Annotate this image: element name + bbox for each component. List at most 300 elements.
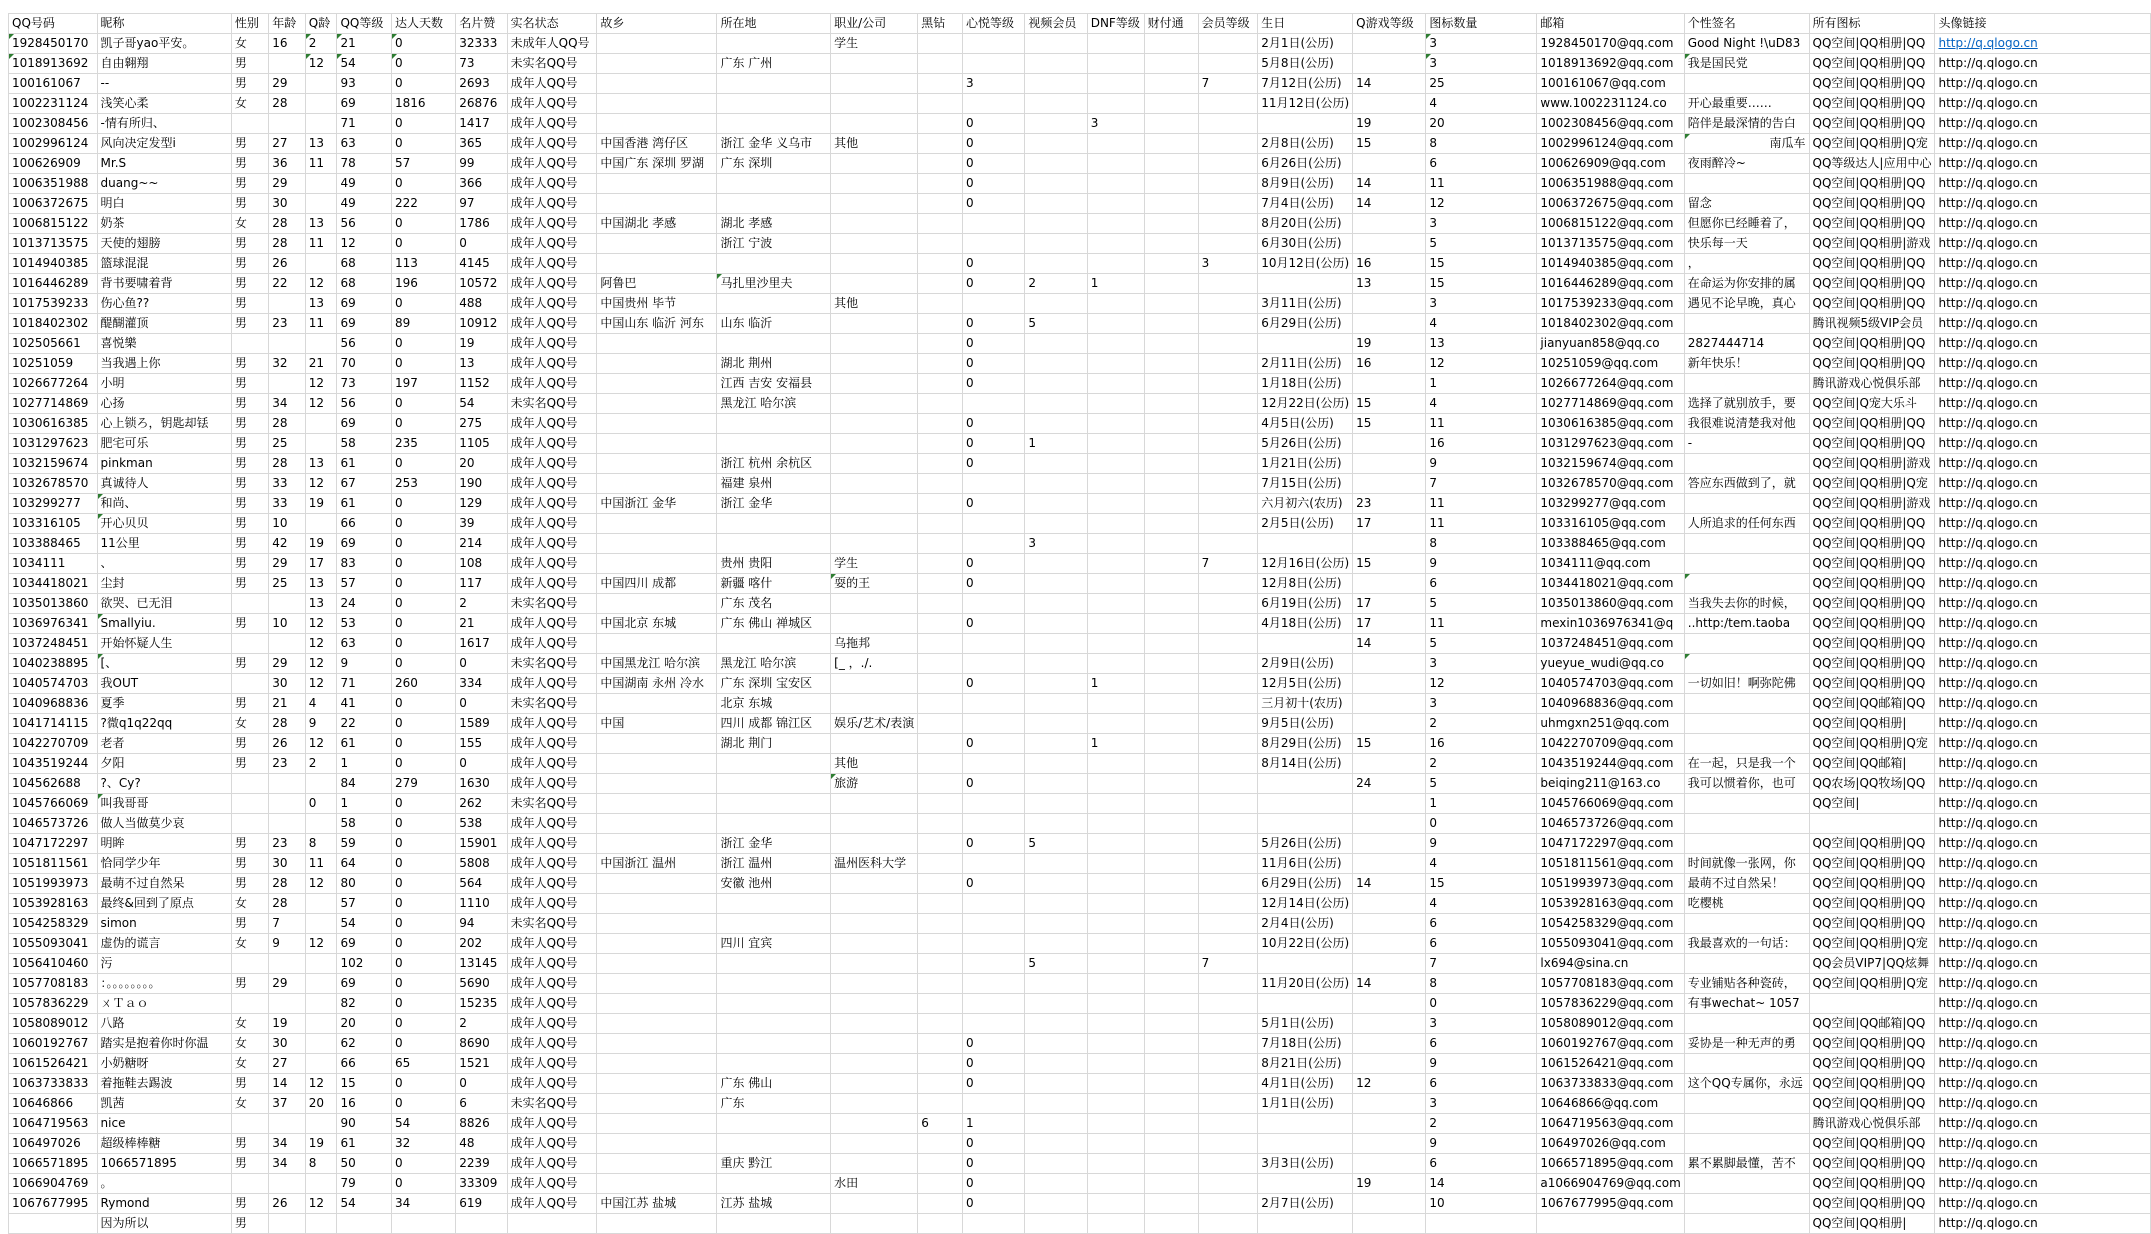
cell-heizuan[interactable] (918, 554, 963, 574)
cell-vip[interactable] (1198, 1114, 1258, 1134)
cell-dnf[interactable] (1087, 94, 1144, 114)
cell-qage[interactable] (305, 514, 337, 534)
cell-job[interactable] (831, 994, 918, 1014)
cell-video[interactable] (1025, 494, 1087, 514)
cell-job[interactable] (831, 154, 918, 174)
cell-loc[interactable] (717, 94, 831, 114)
cell-nick[interactable]: ?微q1q22qq (97, 714, 231, 734)
cell-icons_n[interactable]: 15 (1426, 874, 1537, 894)
cell-qgame[interactable] (1353, 654, 1426, 674)
cell-icons[interactable]: QQ空间|QQ相册|QQ (1809, 1134, 1935, 1154)
cell-home[interactable] (597, 434, 717, 454)
cell-video[interactable] (1025, 1074, 1087, 1094)
cell-video[interactable] (1025, 194, 1087, 214)
cell-qgame[interactable] (1353, 314, 1426, 334)
cell-sig[interactable] (1684, 554, 1809, 574)
cell-age[interactable]: 28 (269, 894, 306, 914)
cell-qage[interactable] (305, 114, 337, 134)
cell-qgame[interactable]: 17 (1353, 594, 1426, 614)
cell-dnf[interactable] (1087, 234, 1144, 254)
cell-loc[interactable] (717, 774, 831, 794)
cell-dnf[interactable] (1087, 1114, 1144, 1134)
cell-avatar[interactable]: http://q.qlogo.cn (1935, 354, 2151, 374)
cell-heizuan[interactable] (918, 434, 963, 454)
cell-zan[interactable]: 6 (456, 1094, 507, 1114)
cell-bday[interactable] (1258, 794, 1353, 814)
cell-video[interactable] (1025, 1214, 1087, 1234)
cell-qage[interactable]: 8 (305, 1154, 337, 1174)
cell-zan[interactable]: 8690 (456, 1034, 507, 1054)
cell-icons[interactable]: QQ空间|QQ相册|QQ (1809, 194, 1935, 214)
cell-icons[interactable]: QQ会员VIP7|QQ炫舞 (1809, 954, 1935, 974)
cell-vip[interactable] (1198, 694, 1258, 714)
cell-vip[interactable]: 7 (1198, 954, 1258, 974)
cell-bday[interactable]: 8月20日(公历) (1258, 214, 1353, 234)
cell-nick[interactable]: 小明 (97, 374, 231, 394)
cell-real[interactable]: 成年人QQ号 (507, 614, 597, 634)
cell-email[interactable]: 1034111@qq.com (1537, 554, 1684, 574)
cell-dnf[interactable] (1087, 1174, 1144, 1194)
cell-sig[interactable] (1684, 1214, 1809, 1234)
cell-home[interactable] (597, 514, 717, 534)
cell-email[interactable]: a1066904769@qq.com (1537, 1174, 1684, 1194)
cell-avatar[interactable]: http://q.qlogo.cn (1935, 594, 2151, 614)
cell-zan[interactable]: 97 (456, 194, 507, 214)
column-header-nick[interactable]: 昵称 (97, 14, 231, 34)
cell-loc[interactable] (717, 294, 831, 314)
cell-qgame[interactable]: 24 (1353, 774, 1426, 794)
cell-real[interactable]: 未实名QQ号 (507, 914, 597, 934)
cell-vip[interactable] (1198, 854, 1258, 874)
cell-sex[interactable] (231, 774, 268, 794)
cell-heizuan[interactable] (918, 154, 963, 174)
cell-avatar[interactable]: http://q.qlogo.cn (1935, 954, 2151, 974)
cell-caifutong[interactable] (1144, 174, 1198, 194)
cell-xinyue[interactable]: 0 (963, 1074, 1025, 1094)
cell-sex[interactable]: 男 (231, 554, 268, 574)
cell-loc[interactable]: 广东 (717, 1094, 831, 1114)
cell-bday[interactable]: 7月4日(公历) (1258, 194, 1353, 214)
cell-zan[interactable]: 155 (456, 734, 507, 754)
cell-sex[interactable]: 男 (231, 394, 268, 414)
cell-level[interactable]: 69 (337, 934, 392, 954)
cell-qage[interactable]: 0 (305, 794, 337, 814)
cell-xinyue[interactable]: 0 (963, 254, 1025, 274)
cell-bday[interactable] (1258, 1214, 1353, 1234)
cell-video[interactable] (1025, 214, 1087, 234)
cell-avatar[interactable]: http://q.qlogo.cn (1935, 134, 2151, 154)
cell-avatar[interactable]: http://q.qlogo.cn (1935, 1094, 2151, 1114)
cell-xinyue[interactable]: 0 (963, 274, 1025, 294)
cell-vip[interactable] (1198, 1094, 1258, 1114)
cell-job[interactable] (831, 694, 918, 714)
cell-video[interactable] (1025, 914, 1087, 934)
cell-real[interactable]: 未实名QQ号 (507, 394, 597, 414)
cell-home[interactable] (597, 1214, 717, 1234)
cell-sex[interactable]: 男 (231, 834, 268, 854)
cell-zan[interactable]: 334 (456, 674, 507, 694)
cell-loc[interactable]: 黑龙江 哈尔滨 (717, 394, 831, 414)
cell-daren[interactable]: 0 (392, 854, 456, 874)
cell-sig[interactable]: 快乐每一天 (1684, 234, 1809, 254)
cell-vip[interactable]: 7 (1198, 554, 1258, 574)
cell-dnf[interactable] (1087, 1054, 1144, 1074)
cell-level[interactable]: 54 (337, 54, 392, 74)
cell-age[interactable]: 32 (269, 354, 306, 374)
cell-level[interactable]: 69 (337, 534, 392, 554)
cell-sex[interactable] (231, 334, 268, 354)
cell-age[interactable]: 22 (269, 274, 306, 294)
cell-bday[interactable]: 7月15日(公历) (1258, 474, 1353, 494)
cell-bday[interactable]: 12月16日(公历) (1258, 554, 1353, 574)
cell-job[interactable]: 温州医科大学 (831, 854, 918, 874)
cell-qq[interactable]: 1060192767 (9, 1034, 98, 1054)
cell-loc[interactable] (717, 74, 831, 94)
cell-dnf[interactable]: 1 (1087, 734, 1144, 754)
cell-qgame[interactable] (1353, 94, 1426, 114)
cell-icons[interactable]: QQ空间|QQ相册|QQ (1809, 1054, 1935, 1074)
cell-avatar[interactable]: http://q.qlogo.cn (1935, 314, 2151, 334)
cell-xinyue[interactable]: 0 (963, 554, 1025, 574)
cell-job[interactable]: 学生 (831, 554, 918, 574)
cell-qq[interactable]: 1053928163 (9, 894, 98, 914)
cell-real[interactable]: 成年人QQ号 (507, 714, 597, 734)
cell-dnf[interactable]: 1 (1087, 674, 1144, 694)
cell-heizuan[interactable] (918, 94, 963, 114)
cell-heizuan[interactable] (918, 1054, 963, 1074)
cell-loc[interactable]: 新疆 喀什 (717, 574, 831, 594)
cell-level[interactable]: 15 (337, 1074, 392, 1094)
cell-job[interactable] (831, 114, 918, 134)
cell-video[interactable] (1025, 474, 1087, 494)
cell-video[interactable] (1025, 594, 1087, 614)
cell-avatar[interactable]: http://q.qlogo.cn (1935, 1054, 2151, 1074)
cell-email[interactable]: 10251059@qq.com (1537, 354, 1684, 374)
cell-level[interactable]: 71 (337, 674, 392, 694)
cell-level[interactable]: 102 (337, 954, 392, 974)
cell-video[interactable] (1025, 554, 1087, 574)
cell-sex[interactable]: 男 (231, 294, 268, 314)
cell-real[interactable]: 成年人QQ号 (507, 254, 597, 274)
cell-avatar[interactable]: http://q.qlogo.cn (1935, 514, 2151, 534)
cell-real[interactable] (507, 1214, 597, 1234)
cell-real[interactable]: 成年人QQ号 (507, 674, 597, 694)
cell-caifutong[interactable] (1144, 134, 1198, 154)
cell-home[interactable] (597, 74, 717, 94)
cell-qage[interactable]: 20 (305, 1094, 337, 1114)
cell-job[interactable] (831, 234, 918, 254)
cell-bday[interactable]: 5月26日(公历) (1258, 434, 1353, 454)
cell-dnf[interactable] (1087, 1074, 1144, 1094)
cell-loc[interactable]: 福建 泉州 (717, 474, 831, 494)
cell-home[interactable] (597, 794, 717, 814)
cell-home[interactable]: 阿鲁巴 (597, 274, 717, 294)
cell-caifutong[interactable] (1144, 474, 1198, 494)
cell-bday[interactable]: 10月12日(公历) (1258, 254, 1353, 274)
cell-vip[interactable] (1198, 414, 1258, 434)
cell-dnf[interactable] (1087, 434, 1144, 454)
cell-icons_n[interactable]: 6 (1426, 914, 1537, 934)
cell-daren[interactable]: 0 (392, 334, 456, 354)
cell-loc[interactable] (717, 434, 831, 454)
cell-heizuan[interactable] (918, 1034, 963, 1054)
cell-email[interactable]: 1928450170@qq.com (1537, 34, 1684, 54)
cell-bday[interactable]: 6月29日(公历) (1258, 874, 1353, 894)
cell-dnf[interactable] (1087, 654, 1144, 674)
cell-sex[interactable]: 女 (231, 214, 268, 234)
cell-dnf[interactable] (1087, 634, 1144, 654)
cell-job[interactable] (831, 414, 918, 434)
cell-daren[interactable]: 0 (392, 114, 456, 134)
cell-sex[interactable]: 男 (231, 1154, 268, 1174)
cell-zan[interactable]: 21 (456, 614, 507, 634)
cell-loc[interactable] (717, 414, 831, 434)
cell-sex[interactable]: 男 (231, 374, 268, 394)
cell-bday[interactable]: 4月5日(公历) (1258, 414, 1353, 434)
cell-home[interactable] (597, 354, 717, 374)
cell-icons_n[interactable]: 6 (1426, 154, 1537, 174)
cell-job[interactable] (831, 1074, 918, 1094)
cell-caifutong[interactable] (1144, 434, 1198, 454)
cell-qage[interactable]: 19 (305, 1134, 337, 1154)
cell-email[interactable]: 1030616385@qq.com (1537, 414, 1684, 434)
cell-avatar[interactable]: http://q.qlogo.cn (1935, 214, 2151, 234)
cell-qgame[interactable] (1353, 794, 1426, 814)
cell-caifutong[interactable] (1144, 1214, 1198, 1234)
cell-age[interactable]: 10 (269, 514, 306, 534)
cell-sig[interactable] (1684, 1194, 1809, 1214)
cell-job[interactable] (831, 474, 918, 494)
cell-video[interactable] (1025, 114, 1087, 134)
cell-email[interactable]: 103388465@qq.com (1537, 534, 1684, 554)
cell-qage[interactable] (305, 1174, 337, 1194)
cell-real[interactable]: 成年人QQ号 (507, 574, 597, 594)
cell-bday[interactable]: 2月11日(公历) (1258, 354, 1353, 374)
cell-heizuan[interactable] (918, 1214, 963, 1234)
cell-level[interactable]: 9 (337, 654, 392, 674)
cell-bday[interactable]: 2月1日(公历) (1258, 34, 1353, 54)
cell-real[interactable]: 成年人QQ号 (507, 154, 597, 174)
cell-qgame[interactable]: 15 (1353, 554, 1426, 574)
cell-loc[interactable]: 四川 成都 锦江区 (717, 714, 831, 734)
cell-icons_n[interactable]: 4 (1426, 314, 1537, 334)
cell-job[interactable] (831, 1134, 918, 1154)
cell-age[interactable] (269, 954, 306, 974)
cell-qgame[interactable]: 16 (1353, 254, 1426, 274)
cell-heizuan[interactable] (918, 1094, 963, 1114)
cell-caifutong[interactable] (1144, 194, 1198, 214)
cell-avatar[interactable]: http://q.qlogo.cn (1935, 474, 2151, 494)
cell-bday[interactable]: 三月初十(农历) (1258, 694, 1353, 714)
cell-bday[interactable] (1258, 814, 1353, 834)
cell-sex[interactable]: 女 (231, 1034, 268, 1054)
cell-loc[interactable]: 浙江 宁波 (717, 234, 831, 254)
cell-email[interactable]: 1064719563@qq.com (1537, 1114, 1684, 1134)
cell-job[interactable] (831, 814, 918, 834)
cell-icons_n[interactable]: 2 (1426, 1114, 1537, 1134)
cell-sex[interactable]: 男 (231, 534, 268, 554)
cell-sig[interactable] (1684, 1014, 1809, 1034)
cell-sig[interactable] (1684, 1174, 1809, 1194)
cell-caifutong[interactable] (1144, 954, 1198, 974)
cell-email[interactable]: 1053928163@qq.com (1537, 894, 1684, 914)
cell-real[interactable]: 成年人QQ号 (507, 274, 597, 294)
cell-zan[interactable]: 33309 (456, 1174, 507, 1194)
cell-qq[interactable]: 1043519244 (9, 754, 98, 774)
cell-icons_n[interactable]: 7 (1426, 474, 1537, 494)
cell-icons_n[interactable]: 5 (1426, 774, 1537, 794)
cell-sig[interactable]: 我最喜欢的一句话： (1684, 934, 1809, 954)
cell-real[interactable]: 未实名QQ号 (507, 54, 597, 74)
cell-qgame[interactable] (1353, 674, 1426, 694)
cell-qgame[interactable] (1353, 714, 1426, 734)
cell-qgame[interactable] (1353, 34, 1426, 54)
cell-job[interactable] (831, 54, 918, 74)
cell-dnf[interactable] (1087, 454, 1144, 474)
cell-nick[interactable]: 1066571895 (97, 1154, 231, 1174)
cell-dnf[interactable] (1087, 1194, 1144, 1214)
cell-heizuan[interactable] (918, 414, 963, 434)
cell-vip[interactable] (1198, 274, 1258, 294)
cell-vip[interactable] (1198, 1054, 1258, 1074)
cell-email[interactable]: 100626909@qq.com (1537, 154, 1684, 174)
cell-sig[interactable]: 新年快乐！ (1684, 354, 1809, 374)
cell-daren[interactable]: 196 (392, 274, 456, 294)
cell-icons[interactable]: 腾讯视频5级VIP会员 (1809, 314, 1935, 334)
cell-nick[interactable]: 肥宅可乐 (97, 434, 231, 454)
cell-sex[interactable] (231, 1114, 268, 1134)
column-header-dnf[interactable]: DNF等级 (1087, 14, 1144, 34)
cell-job[interactable]: 学生 (831, 34, 918, 54)
cell-icons[interactable]: QQ空间|QQ相册|QQ (1809, 74, 1935, 94)
cell-dnf[interactable] (1087, 1134, 1144, 1154)
cell-avatar[interactable]: http://q.qlogo.cn (1935, 1154, 2151, 1174)
cell-sig[interactable] (1684, 174, 1809, 194)
cell-age[interactable]: 28 (269, 414, 306, 434)
cell-dnf[interactable] (1087, 814, 1144, 834)
cell-sig[interactable] (1684, 374, 1809, 394)
cell-qq[interactable]: 1026677264 (9, 374, 98, 394)
cell-level[interactable]: 66 (337, 514, 392, 534)
cell-video[interactable] (1025, 414, 1087, 434)
cell-job[interactable] (831, 354, 918, 374)
cell-daren[interactable]: 0 (392, 354, 456, 374)
cell-level[interactable]: 69 (337, 94, 392, 114)
cell-real[interactable]: 成年人QQ号 (507, 114, 597, 134)
cell-xinyue[interactable] (963, 514, 1025, 534)
cell-heizuan[interactable] (918, 474, 963, 494)
cell-age[interactable] (269, 814, 306, 834)
cell-qgame[interactable]: 14 (1353, 974, 1426, 994)
cell-real[interactable]: 未实名QQ号 (507, 694, 597, 714)
cell-real[interactable]: 成年人QQ号 (507, 754, 597, 774)
cell-bday[interactable]: 2月4日(公历) (1258, 914, 1353, 934)
cell-daren[interactable]: 113 (392, 254, 456, 274)
cell-age[interactable]: 34 (269, 1154, 306, 1174)
cell-bday[interactable] (1258, 1114, 1353, 1134)
cell-email[interactable]: 1002308456@qq.com (1537, 114, 1684, 134)
cell-video[interactable] (1025, 1194, 1087, 1214)
cell-job[interactable]: 乌拖邦 (831, 634, 918, 654)
cell-vip[interactable] (1198, 594, 1258, 614)
cell-icons_n[interactable]: 3 (1426, 294, 1537, 314)
column-header-sex[interactable]: 性别 (231, 14, 268, 34)
cell-caifutong[interactable] (1144, 1014, 1198, 1034)
cell-qgame[interactable] (1353, 1154, 1426, 1174)
cell-job[interactable]: 其他 (831, 294, 918, 314)
cell-icons[interactable]: QQ空间| (1809, 794, 1935, 814)
cell-heizuan[interactable] (918, 594, 963, 614)
cell-caifutong[interactable] (1144, 994, 1198, 1014)
column-header-age[interactable]: 年龄 (269, 14, 306, 34)
cell-zan[interactable]: 10572 (456, 274, 507, 294)
cell-xinyue[interactable]: 0 (963, 614, 1025, 634)
cell-vip[interactable] (1198, 214, 1258, 234)
cell-xinyue[interactable]: 0 (963, 434, 1025, 454)
cell-qage[interactable]: 12 (305, 1074, 337, 1094)
cell-sig[interactable]: 这个QQ专属你，永远 (1684, 1074, 1809, 1094)
cell-video[interactable] (1025, 254, 1087, 274)
cell-daren[interactable]: 0 (392, 414, 456, 434)
cell-level[interactable]: 62 (337, 1034, 392, 1054)
cell-home[interactable] (597, 634, 717, 654)
cell-xinyue[interactable] (963, 974, 1025, 994)
cell-video[interactable] (1025, 294, 1087, 314)
cell-vip[interactable] (1198, 814, 1258, 834)
cell-sex[interactable]: 男 (231, 434, 268, 454)
cell-heizuan[interactable] (918, 234, 963, 254)
cell-icons_n[interactable]: 6 (1426, 1074, 1537, 1094)
cell-level[interactable]: 93 (337, 74, 392, 94)
cell-caifutong[interactable] (1144, 734, 1198, 754)
cell-caifutong[interactable] (1144, 774, 1198, 794)
cell-icons[interactable]: QQ空间|QQ相册|QQ (1809, 594, 1935, 614)
cell-email[interactable]: 1051993973@qq.com (1537, 874, 1684, 894)
cell-email[interactable]: 103299277@qq.com (1537, 494, 1684, 514)
cell-caifutong[interactable] (1144, 74, 1198, 94)
cell-home[interactable] (597, 774, 717, 794)
cell-sex[interactable]: 女 (231, 894, 268, 914)
cell-email[interactable]: jianyuan858@qq.co (1537, 334, 1684, 354)
cell-bday[interactable]: 2月8日(公历) (1258, 134, 1353, 154)
cell-qgame[interactable] (1353, 1014, 1426, 1034)
cell-dnf[interactable] (1087, 294, 1144, 314)
cell-bday[interactable]: 8月29日(公历) (1258, 734, 1353, 754)
cell-qage[interactable]: 19 (305, 494, 337, 514)
cell-icons[interactable]: QQ空间|QQ邮箱| (1809, 754, 1935, 774)
cell-nick[interactable]: 凯茜 (97, 1094, 231, 1114)
cell-home[interactable] (597, 34, 717, 54)
cell-heizuan[interactable] (918, 894, 963, 914)
cell-qage[interactable] (305, 814, 337, 834)
cell-heizuan[interactable] (918, 694, 963, 714)
cell-icons[interactable]: QQ空间|QQ相册|QQ (1809, 654, 1935, 674)
cell-avatar[interactable]: http://q.qlogo.cn (1935, 234, 2151, 254)
cell-nick[interactable]: 恰同学少年 (97, 854, 231, 874)
cell-xinyue[interactable] (963, 534, 1025, 554)
cell-email[interactable]: 1032159674@qq.com (1537, 454, 1684, 474)
cell-video[interactable] (1025, 674, 1087, 694)
cell-loc[interactable] (717, 334, 831, 354)
cell-level[interactable]: 68 (337, 274, 392, 294)
cell-avatar[interactable]: http://q.qlogo.cn (1935, 274, 2151, 294)
cell-dnf[interactable] (1087, 1014, 1144, 1034)
cell-daren[interactable]: 0 (392, 514, 456, 534)
cell-sig[interactable]: 答应东西做到了，就 (1684, 474, 1809, 494)
cell-sex[interactable]: 男 (231, 134, 268, 154)
cell-bday[interactable]: 11月20日(公历) (1258, 974, 1353, 994)
cell-nick[interactable]: 最萌不过自然呆 (97, 874, 231, 894)
